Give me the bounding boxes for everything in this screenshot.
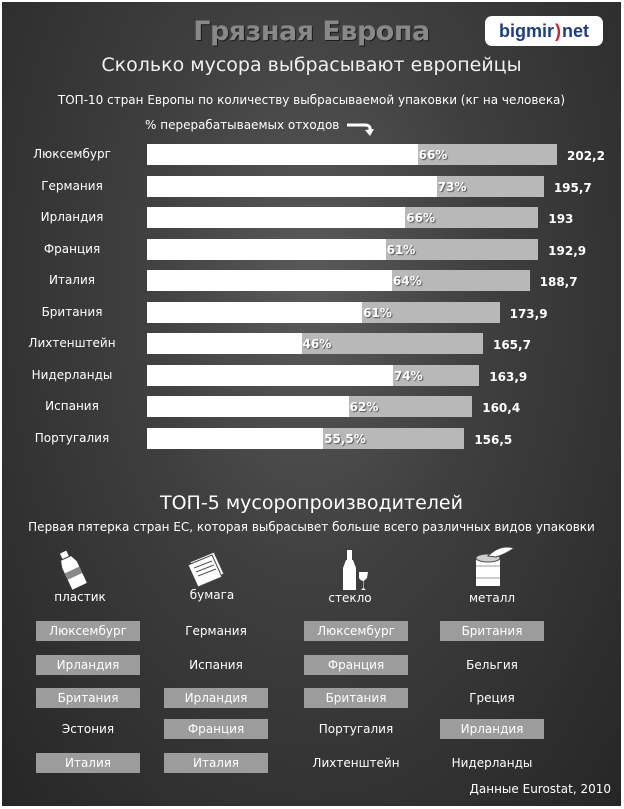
value-label: 160,4 <box>482 401 521 415</box>
top5-title: ТОП-5 мусоропроизводителей <box>160 492 463 514</box>
top5-country-cell: Германия <box>185 624 247 638</box>
top5-country-cell: Испания <box>189 658 243 672</box>
top5-country-cell: Нидерланды <box>451 756 533 770</box>
top5-country-cell: Италия <box>164 753 268 773</box>
category-label: пластик <box>54 590 106 604</box>
top5-country-cell: Ирландия <box>164 688 268 708</box>
top5-country-cell: Франция <box>164 719 268 739</box>
page-title: Грязная Европа <box>193 16 430 47</box>
category-label: металл <box>468 591 516 605</box>
top5-country-cell: Лихтенштейн <box>312 756 400 770</box>
top5-country-cell: Британия <box>304 688 408 708</box>
percent-label: 46% <box>302 337 332 351</box>
country-label: Ирландия <box>40 210 104 224</box>
percent-label: 66% <box>418 148 448 162</box>
infographic <box>2 2 621 806</box>
value-label: 163,9 <box>489 369 528 384</box>
page-subtitle: Сколько мусора выбрасывают европейцы <box>101 54 522 76</box>
percent-label: 74% <box>393 368 423 383</box>
country-label: Испания <box>45 399 99 413</box>
metal-can-icon <box>470 542 520 590</box>
bar-recycled <box>147 207 405 228</box>
paper-stack-icon <box>184 548 228 588</box>
country-label: Британия <box>41 304 103 319</box>
percent-label: 61% <box>363 305 392 320</box>
top5-country-cell: Эстония <box>61 722 115 736</box>
value-label: 156,5 <box>474 432 513 447</box>
bar-recycled <box>147 176 437 197</box>
percent-label: 62% <box>349 400 379 414</box>
top5-country-cell: Люксембург <box>36 621 140 641</box>
top5-country-cell: Британия <box>440 621 544 641</box>
value-label: 188,7 <box>539 275 578 289</box>
value-label: 192,9 <box>548 243 587 258</box>
country-label: Португалия <box>34 430 110 445</box>
country-label: Люксембург <box>33 147 111 161</box>
country-label: Италия <box>48 273 95 287</box>
logo-text-right: net <box>562 20 589 41</box>
value-label: 173,9 <box>509 306 548 321</box>
bigmir-logo[interactable] <box>485 16 603 46</box>
value-label: 195,7 <box>553 180 592 195</box>
bar-recycled <box>147 302 362 323</box>
country-label: Франция <box>43 241 101 256</box>
bar-recycled <box>147 270 392 291</box>
bar-recycled <box>147 365 393 386</box>
chart-title: ТОП-10 стран Европы по количеству выбрасываемой упаковки (кг на человека) <box>57 93 566 107</box>
country-label: Германия <box>41 178 103 193</box>
top5-country-cell: Греция <box>469 691 515 705</box>
top5-country-cell: Ирландия <box>36 655 140 675</box>
top5-country-cell: Франция <box>304 655 408 675</box>
top5-country-cell: Португалия <box>318 722 394 736</box>
bar-recycled <box>147 333 302 354</box>
top5-country-cell: Ирландия <box>440 719 544 739</box>
value-label: 165,7 <box>492 338 531 352</box>
top5-country-cell: Люксембург <box>304 621 408 641</box>
bar-recycled <box>147 144 418 165</box>
bar-recycled <box>147 428 323 449</box>
category-label: бумага <box>189 588 235 602</box>
category-label: стекло <box>328 591 372 605</box>
country-label: Лихтенштейн <box>28 336 116 350</box>
bar-recycled <box>147 239 386 260</box>
top5-subtitle: Первая пятерка стран ЕС, которая выбрасывет больше всего различных видов упаковки <box>28 520 595 534</box>
bar-recycled <box>147 396 349 417</box>
top5-country-cell: Британия <box>36 688 140 708</box>
percent-label: 64% <box>392 274 422 288</box>
percent-label: 55,5% <box>324 431 366 446</box>
country-label: Нидерланды <box>31 367 113 382</box>
percent-label: 61% <box>386 242 416 257</box>
source-credit: Данные Eurostat, 2010 <box>469 782 611 796</box>
recycled-legend-label: % перерабатываемых отходов <box>145 118 340 132</box>
glass-bottle-icon <box>340 548 370 592</box>
top5-country-cell: Бельгия <box>466 658 518 672</box>
value-label: 202,2 <box>567 149 605 163</box>
logo-separator: ) <box>555 20 561 41</box>
top5-country-cell: Италия <box>36 753 140 773</box>
value-label: 193 <box>548 212 574 226</box>
percent-label: 73% <box>437 179 467 194</box>
percent-label: 66% <box>406 211 436 225</box>
logo-text-left: bigmir <box>498 20 554 41</box>
curved-arrow-icon <box>345 119 375 137</box>
plastic-bottle-icon <box>54 548 90 592</box>
